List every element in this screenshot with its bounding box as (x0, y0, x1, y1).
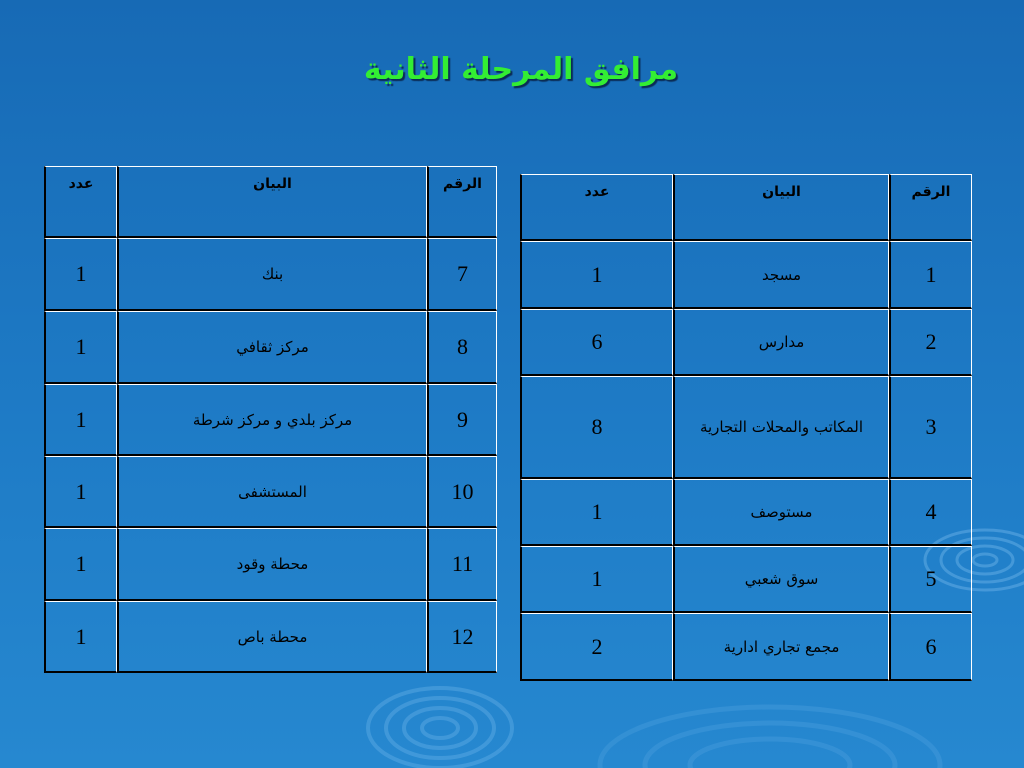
facilities-table-1 (520, 174, 972, 681)
facilities-table-2 (44, 166, 497, 673)
table-cell-description: مركز بلدي و مركز شرطة (117, 384, 427, 456)
table-cell-number: 10 (427, 456, 497, 528)
table-cell-count: 1 (44, 456, 117, 528)
table-cell-description: مجمع تجاري ادارية (673, 613, 889, 681)
table-cell-count: 1 (520, 479, 673, 546)
table-cell-number: 4 (889, 479, 972, 546)
table-cell-count: 2 (520, 613, 673, 681)
table-cell-count: 8 (520, 376, 673, 479)
slide-title: مرافق المرحلة الثانية (363, 52, 679, 87)
table-cell-number: 1 (889, 241, 972, 309)
table-cell-number: 11 (427, 528, 497, 601)
table-cell-number: 7 (427, 238, 497, 311)
table-header-description: البيان (673, 174, 889, 241)
table-cell-count: 6 (520, 309, 673, 376)
table-header-count: عدد (520, 174, 673, 241)
table-cell-number: 8 (427, 311, 497, 384)
table-header-number: الرقم (889, 174, 972, 241)
table-cell-description: مدارس (673, 309, 889, 376)
table-cell-description-text: المكاتب والمحلات التجارية (699, 417, 864, 436)
table-cell-count: 1 (44, 311, 117, 384)
table-header-number: الرقم (427, 166, 497, 238)
table-cell-description: مسجد (673, 241, 889, 309)
table-cell-number: 2 (889, 309, 972, 376)
table-header-count: عدد (44, 166, 117, 238)
table-cell-count: 1 (520, 241, 673, 309)
table-header-description: البيان (117, 166, 427, 238)
table-cell-count: 1 (44, 238, 117, 311)
table-cell-count: 1 (44, 384, 117, 456)
table-cell-description: بنك (117, 238, 427, 311)
table-cell-number: 9 (427, 384, 497, 456)
table-cell-count: 1 (520, 546, 673, 613)
table-cell-number: 3 (889, 376, 972, 479)
table-cell-description: مستوصف (673, 479, 889, 546)
table-cell-description: مركز ثقافي (117, 311, 427, 384)
table-cell-description: سوق شعبي (673, 546, 889, 613)
table-cell-description: المستشفى (117, 456, 427, 528)
table-cell-count: 1 (44, 601, 117, 673)
table-cell-number: 6 (889, 613, 972, 681)
table-cell-description (673, 376, 889, 479)
table-cell-number: 12 (427, 601, 497, 673)
table-cell-description: محطة وقود (117, 528, 427, 601)
table-cell-description: محطة باص (117, 601, 427, 673)
table-cell-number: 5 (889, 546, 972, 613)
table-cell-count: 1 (44, 528, 117, 601)
